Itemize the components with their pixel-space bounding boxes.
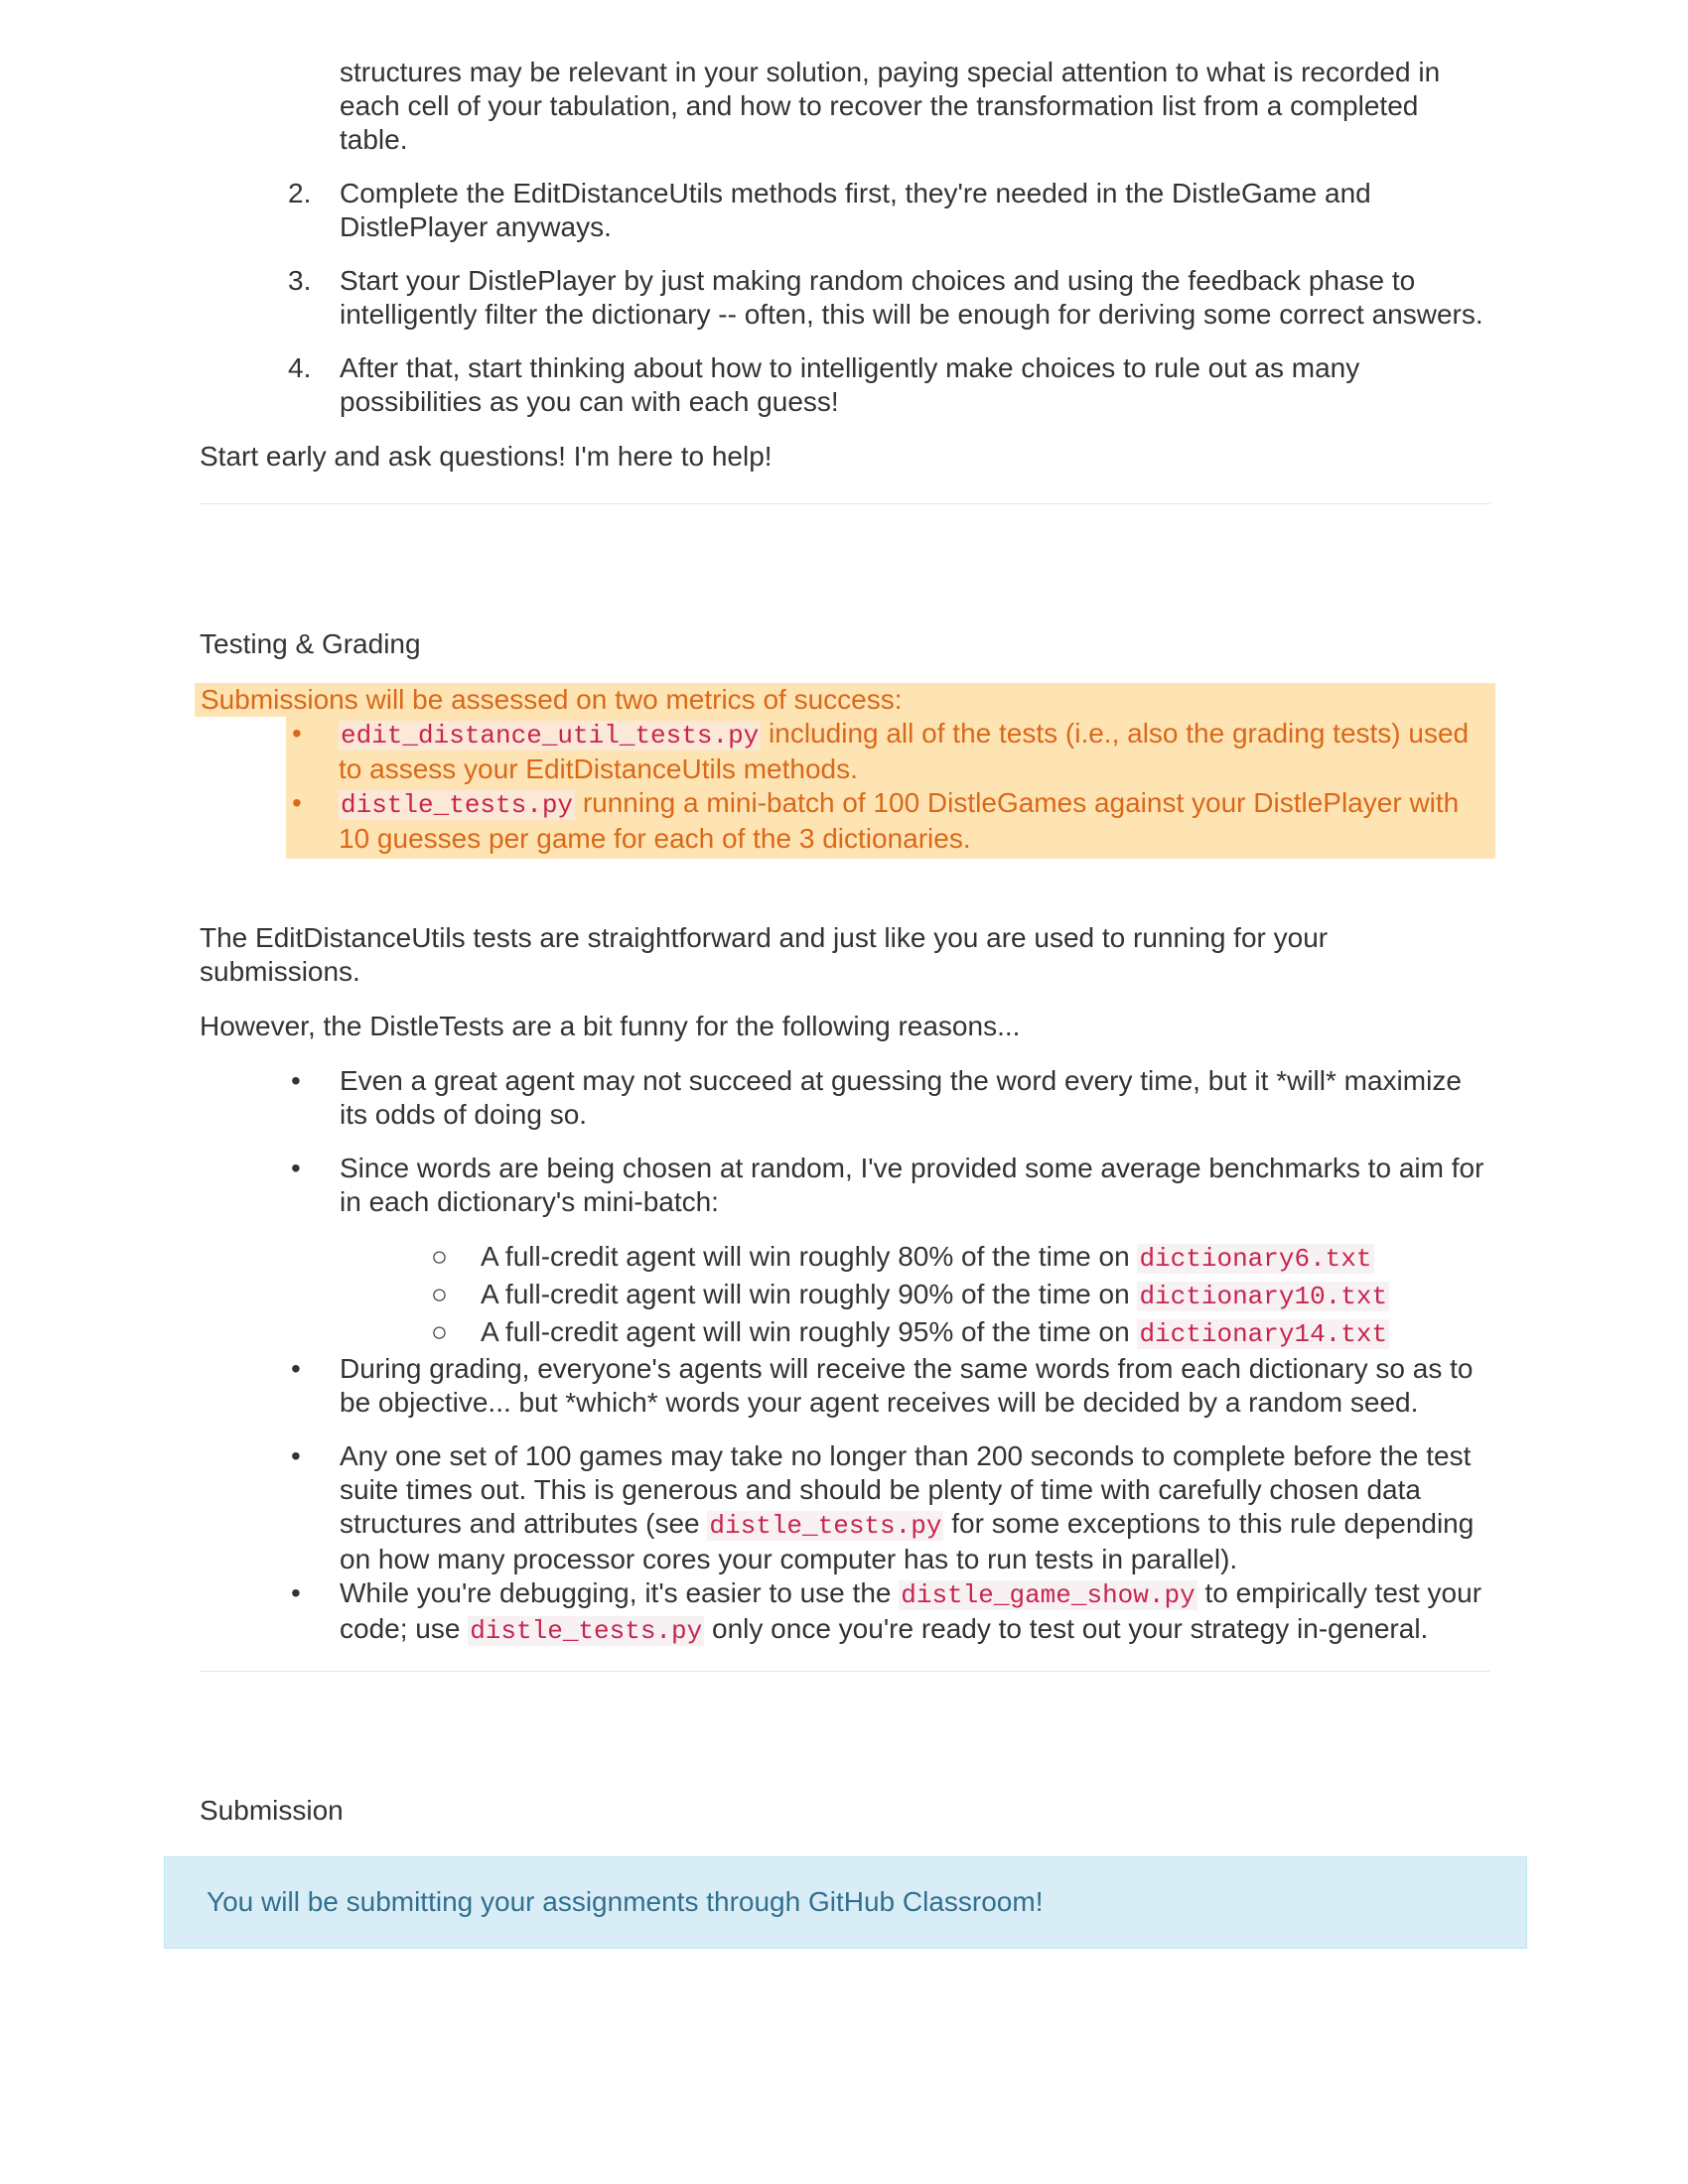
circle-bullet-icon: ○ <box>431 1279 448 1309</box>
bullet-icon: • <box>291 1153 301 1183</box>
reason-text: for some exceptions to this rule depending on how many processor cores your computer has to run tests in parallel). <box>340 1508 1475 1574</box>
code-filename: distle_tests.py <box>709 1511 942 1541</box>
section-divider <box>200 1671 1490 1672</box>
warning-item-text: running a mini-batch of 100 DistleGames against your DistlePlayer with 10 guesses per game for each of the 3 dictionaries. <box>339 787 1460 854</box>
list-item <box>200 177 1490 244</box>
submission-heading: Submission <box>200 1795 344 1826</box>
testing-heading: Testing & Grading <box>200 628 421 659</box>
list-item <box>286 717 1495 786</box>
bullet-icon: • <box>292 787 302 818</box>
benchmark-text: A full-credit agent will win roughly 90% of the time on <box>481 1279 1138 1309</box>
benchmark-list <box>200 1239 1490 1352</box>
code-filename: dictionary6.txt <box>1139 1244 1372 1274</box>
step-number: 3. <box>288 265 312 296</box>
reasons-list-continued <box>200 1352 1490 1648</box>
reason-text: Any one set of 100 games may take no longer than 200 seconds to complete before the test suite times out. This is generous and should be plenty of time with carefully chosen data structures and attributes (see <box>340 1440 1472 1539</box>
circle-bullet-icon: ○ <box>431 1316 448 1347</box>
benchmark-text: A full-credit agent will win roughly 95% of the time on <box>481 1316 1138 1347</box>
list-item <box>200 1064 1490 1132</box>
bullet-icon: • <box>291 1440 301 1471</box>
reasons-list <box>200 1064 1490 1219</box>
warning-alert <box>195 683 1495 859</box>
closing-text: Start early and ask questions! I'm here to help! <box>200 441 773 472</box>
list-item <box>286 786 1495 856</box>
circle-bullet-icon: ○ <box>431 1241 448 1272</box>
reason-text: Even a great agent may not succeed at guessing the word every time, but it *will* maximize its odds of doing so. <box>340 1065 1462 1130</box>
code-filename: distle_tests.py <box>341 790 574 820</box>
step-text: Complete the EditDistanceUtils methods first, they're needed in the DistleGame and DistlePlayer anyways. <box>340 178 1371 242</box>
code-filename: dictionary10.txt <box>1139 1282 1388 1311</box>
steps-list <box>200 177 1490 419</box>
list-item <box>200 1576 1490 1648</box>
step-number: 4. <box>288 352 312 383</box>
step-text: After that, start thinking about how to intelligently make choices to rule out as many possibilities as you can with each guess! <box>340 352 1360 417</box>
info-text: You will be submitting your assignments through GitHub Classroom! <box>207 1886 1044 1917</box>
reason-text: only once you're ready to test out your strategy in-general. <box>704 1613 1429 1644</box>
step-1-continuation: structures may be relevant in your solution, paying special attention to what is recorded in each cell of your tabulation, and how to recover the transformation list from a completed table. <box>340 57 1441 155</box>
warning-item-text: including all of the tests (i.e., also the grading tests) used to assess your EditDistanceUtils methods. <box>339 718 1470 784</box>
step-number: 2. <box>288 178 312 208</box>
list-item <box>200 1277 1490 1314</box>
benchmark-text: A full-credit agent will win roughly 80% of the time on <box>481 1241 1138 1272</box>
section-divider <box>200 503 1490 504</box>
code-filename: dictionary14.txt <box>1139 1319 1388 1349</box>
intro-section <box>200 56 1490 474</box>
list-item <box>200 351 1490 419</box>
list-item <box>200 1439 1490 1576</box>
list-item <box>200 1152 1490 1219</box>
warning-list <box>286 717 1495 859</box>
bullet-icon: • <box>291 1065 301 1096</box>
warning-lead: Submissions will be assessed on two metrics of success: <box>195 683 1495 717</box>
code-filename: distle_tests.py <box>470 1616 703 1646</box>
reason-text: Since words are being chosen at random, I've provided some average benchmarks to aim for in each dictionary's mini-batch: <box>340 1153 1484 1217</box>
reason-text: to empirically test your code; use <box>340 1577 1482 1644</box>
bullet-icon: • <box>291 1577 301 1608</box>
list-item <box>200 264 1490 332</box>
reason-text: While you're debugging, it's easier to use the <box>340 1577 900 1608</box>
bullet-icon: • <box>292 718 302 749</box>
list-item <box>200 1314 1490 1352</box>
code-filename: edit_distance_util_tests.py <box>341 721 760 751</box>
code-filename: distle_game_show.py <box>901 1580 1196 1610</box>
testing-paragraph: The EditDistanceUtils tests are straightforward and just like you are used to running for your submissions. <box>200 922 1329 987</box>
info-alert <box>164 1856 1527 1949</box>
reason-text: During grading, everyone's agents will receive the same words from each dictionary so as to be objective... but *which* words your agent receives will be decided by a random seed. <box>340 1353 1474 1418</box>
testing-paragraph: However, the DistleTests are a bit funny for the following reasons... <box>200 1011 1021 1041</box>
bullet-icon: • <box>291 1353 301 1384</box>
step-text: Start your DistlePlayer by just making random choices and using the feedback phase to intelligently filter the dictionary -- often, this will be enough for deriving some correct answers. <box>340 265 1483 330</box>
list-item <box>200 1239 1490 1277</box>
list-item <box>200 1352 1490 1420</box>
testing-body <box>200 921 1490 1648</box>
